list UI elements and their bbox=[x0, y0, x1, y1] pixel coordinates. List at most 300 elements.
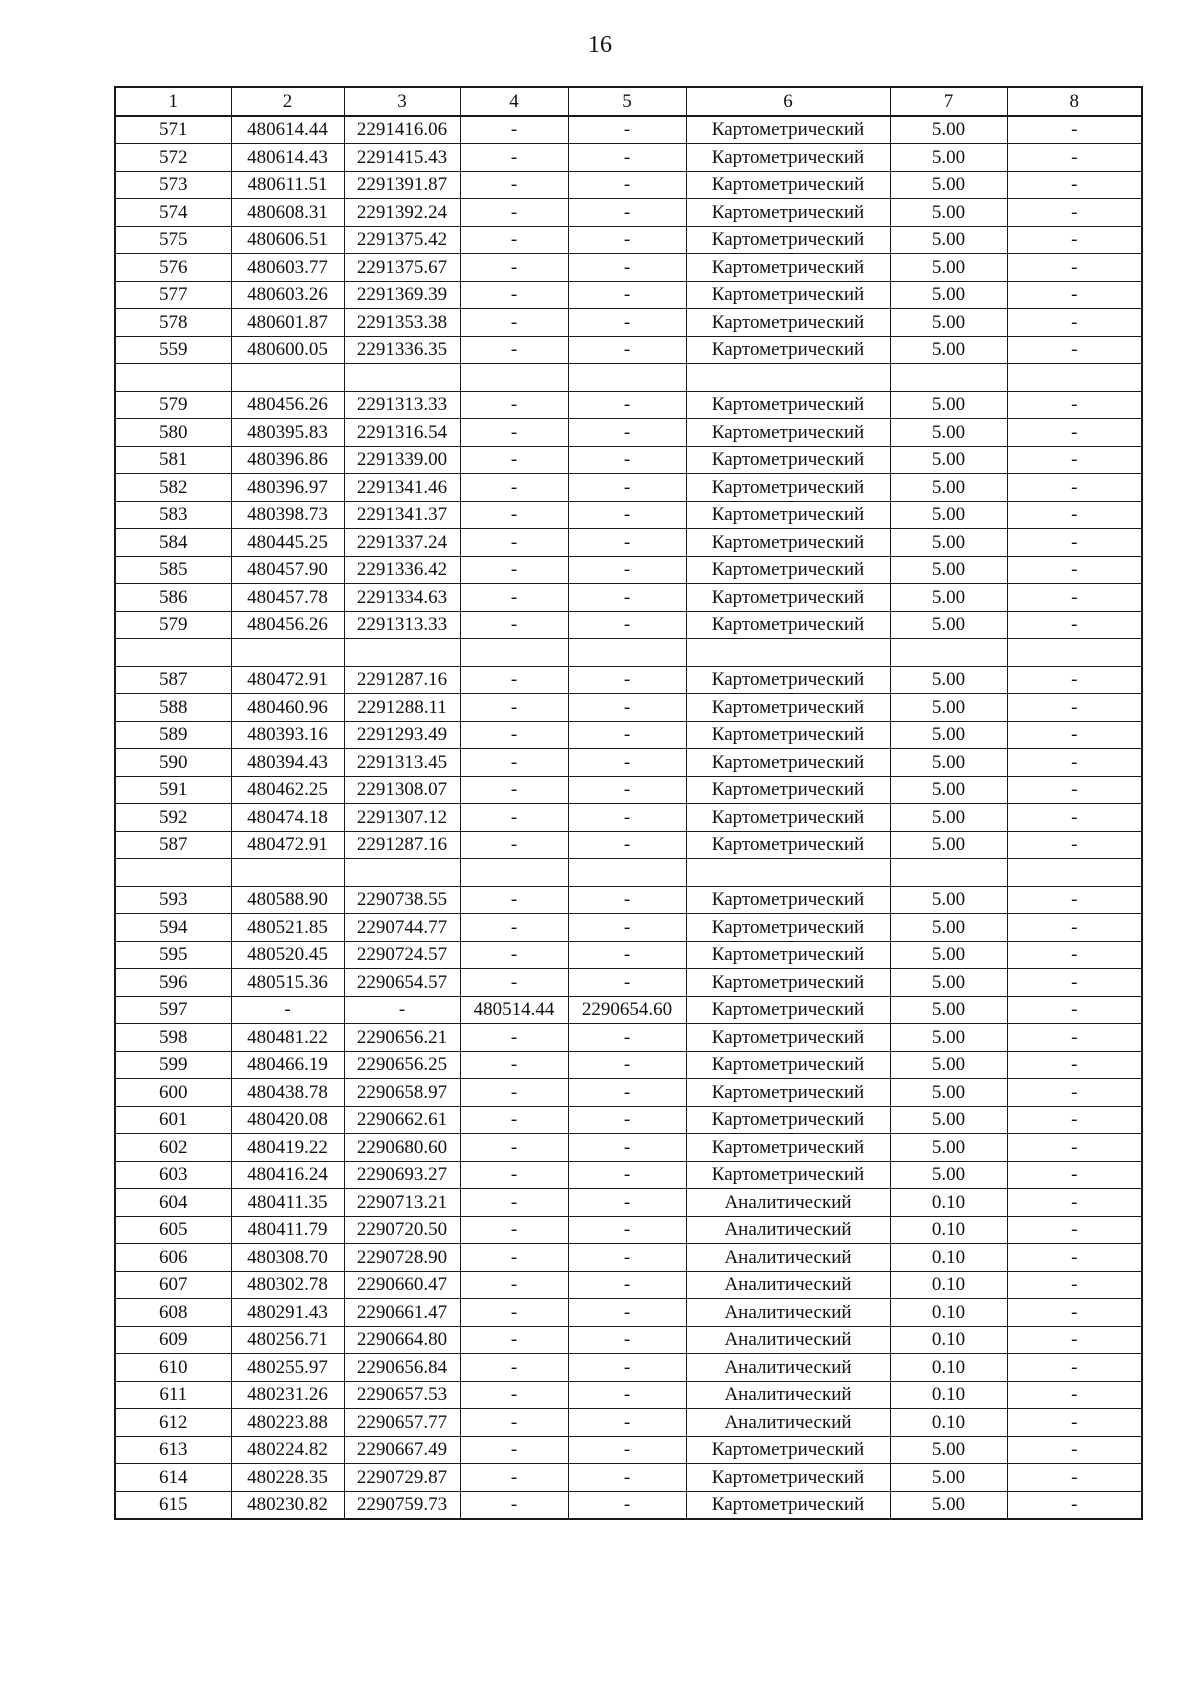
y-new-coordinate: - bbox=[568, 941, 686, 969]
y-coordinate: 2290660.47 bbox=[344, 1271, 460, 1299]
y-new-coordinate: - bbox=[568, 1244, 686, 1272]
x-coordinate: 480472.91 bbox=[231, 666, 344, 694]
point-number bbox=[115, 639, 231, 667]
x-new-coordinate: - bbox=[460, 886, 568, 914]
x-new-coordinate: - bbox=[460, 1216, 568, 1244]
note-cell: - bbox=[1007, 1271, 1142, 1299]
x-new-coordinate: - bbox=[460, 446, 568, 474]
method-cell: Аналитический bbox=[686, 1409, 890, 1437]
method-cell: Картометрический bbox=[686, 776, 890, 804]
y-new-coordinate: - bbox=[568, 831, 686, 859]
point-number: 588 bbox=[115, 694, 231, 722]
table-row bbox=[115, 1326, 1142, 1354]
x-coordinate: 480462.25 bbox=[231, 776, 344, 804]
method-cell: Картометрический bbox=[686, 254, 890, 282]
note-cell: - bbox=[1007, 199, 1142, 227]
y-new-coordinate: - bbox=[568, 1436, 686, 1464]
point-number: 577 bbox=[115, 281, 231, 309]
x-coordinate: 480224.82 bbox=[231, 1436, 344, 1464]
point-number: 583 bbox=[115, 501, 231, 529]
accuracy-cell: 5.00 bbox=[890, 1024, 1007, 1052]
accuracy-cell: 5.00 bbox=[890, 254, 1007, 282]
y-new-coordinate: - bbox=[568, 446, 686, 474]
method-cell: Картометрический bbox=[686, 336, 890, 364]
y-new-coordinate: - bbox=[568, 1024, 686, 1052]
note-cell bbox=[1007, 364, 1142, 392]
accuracy-cell: 0.10 bbox=[890, 1326, 1007, 1354]
table-row bbox=[115, 969, 1142, 997]
x-new-coordinate bbox=[460, 639, 568, 667]
x-coordinate: 480411.35 bbox=[231, 1189, 344, 1217]
y-coordinate: 2290657.77 bbox=[344, 1409, 460, 1437]
note-cell: - bbox=[1007, 144, 1142, 172]
y-new-coordinate: - bbox=[568, 1299, 686, 1327]
y-coordinate: 2291369.39 bbox=[344, 281, 460, 309]
x-new-coordinate: - bbox=[460, 1051, 568, 1079]
note-cell: - bbox=[1007, 831, 1142, 859]
table-row bbox=[115, 1491, 1142, 1519]
coordinates-table bbox=[114, 86, 1143, 1520]
point-number: 582 bbox=[115, 474, 231, 502]
x-new-coordinate: - bbox=[460, 831, 568, 859]
method-cell: Аналитический bbox=[686, 1189, 890, 1217]
accuracy-cell: 5.00 bbox=[890, 1079, 1007, 1107]
table-row bbox=[115, 1464, 1142, 1492]
accuracy-cell: 5.00 bbox=[890, 336, 1007, 364]
x-coordinate: - bbox=[231, 996, 344, 1024]
y-new-coordinate: - bbox=[568, 1161, 686, 1189]
note-cell: - bbox=[1007, 1244, 1142, 1272]
x-coordinate: 480416.24 bbox=[231, 1161, 344, 1189]
x-coordinate: 480603.26 bbox=[231, 281, 344, 309]
method-cell: Аналитический bbox=[686, 1216, 890, 1244]
table-row bbox=[115, 941, 1142, 969]
table-row bbox=[115, 666, 1142, 694]
note-cell: - bbox=[1007, 116, 1142, 144]
x-coordinate: 480255.97 bbox=[231, 1354, 344, 1382]
y-coordinate: 2291287.16 bbox=[344, 831, 460, 859]
point-number: 573 bbox=[115, 171, 231, 199]
note-cell: - bbox=[1007, 1299, 1142, 1327]
accuracy-cell: 5.00 bbox=[890, 721, 1007, 749]
x-new-coordinate: - bbox=[460, 474, 568, 502]
point-number bbox=[115, 859, 231, 887]
note-cell: - bbox=[1007, 1051, 1142, 1079]
x-coordinate: 480445.25 bbox=[231, 529, 344, 557]
x-coordinate: 480438.78 bbox=[231, 1079, 344, 1107]
x-coordinate: 480223.88 bbox=[231, 1409, 344, 1437]
x-new-coordinate: - bbox=[460, 1079, 568, 1107]
x-coordinate: 480466.19 bbox=[231, 1051, 344, 1079]
y-coordinate: 2291375.42 bbox=[344, 226, 460, 254]
y-coordinate: 2290720.50 bbox=[344, 1216, 460, 1244]
y-coordinate: - bbox=[344, 996, 460, 1024]
x-new-coordinate: - bbox=[460, 226, 568, 254]
y-new-coordinate: - bbox=[568, 1134, 686, 1162]
y-coordinate bbox=[344, 859, 460, 887]
point-number: 579 bbox=[115, 391, 231, 419]
accuracy-cell bbox=[890, 639, 1007, 667]
accuracy-cell: 5.00 bbox=[890, 694, 1007, 722]
table-row bbox=[115, 1051, 1142, 1079]
note-cell: - bbox=[1007, 501, 1142, 529]
x-coordinate: 480606.51 bbox=[231, 226, 344, 254]
point-number: 581 bbox=[115, 446, 231, 474]
y-new-coordinate: - bbox=[568, 1326, 686, 1354]
method-cell: Картометрический bbox=[686, 309, 890, 337]
x-new-coordinate bbox=[460, 364, 568, 392]
x-new-coordinate: - bbox=[460, 584, 568, 612]
point-number: 592 bbox=[115, 804, 231, 832]
method-cell: Картометрический bbox=[686, 1464, 890, 1492]
accuracy-cell: 5.00 bbox=[890, 171, 1007, 199]
method-cell: Картометрический bbox=[686, 391, 890, 419]
x-new-coordinate: - bbox=[460, 1436, 568, 1464]
note-cell bbox=[1007, 859, 1142, 887]
y-coordinate: 2290680.60 bbox=[344, 1134, 460, 1162]
x-new-coordinate: 480514.44 bbox=[460, 996, 568, 1024]
point-number: 605 bbox=[115, 1216, 231, 1244]
y-coordinate: 2291337.24 bbox=[344, 529, 460, 557]
x-new-coordinate: - bbox=[460, 281, 568, 309]
accuracy-cell: 0.10 bbox=[890, 1299, 1007, 1327]
y-coordinate: 2291341.37 bbox=[344, 501, 460, 529]
method-cell: Картометрический bbox=[686, 529, 890, 557]
y-new-coordinate: - bbox=[568, 474, 686, 502]
note-cell: - bbox=[1007, 1381, 1142, 1409]
x-new-coordinate: - bbox=[460, 666, 568, 694]
point-number: 578 bbox=[115, 309, 231, 337]
method-cell: Картометрический bbox=[686, 446, 890, 474]
note-cell: - bbox=[1007, 171, 1142, 199]
y-coordinate: 2290738.55 bbox=[344, 886, 460, 914]
y-coordinate: 2291313.33 bbox=[344, 391, 460, 419]
x-new-coordinate: - bbox=[460, 419, 568, 447]
method-cell: Картометрический bbox=[686, 1024, 890, 1052]
y-new-coordinate: - bbox=[568, 1381, 686, 1409]
method-cell: Аналитический bbox=[686, 1244, 890, 1272]
note-cell: - bbox=[1007, 721, 1142, 749]
y-coordinate: 2290657.53 bbox=[344, 1381, 460, 1409]
point-number: 614 bbox=[115, 1464, 231, 1492]
accuracy-cell: 5.00 bbox=[890, 666, 1007, 694]
method-cell: Картометрический bbox=[686, 501, 890, 529]
table-row bbox=[115, 336, 1142, 364]
point-number: 613 bbox=[115, 1436, 231, 1464]
x-coordinate: 480398.73 bbox=[231, 501, 344, 529]
method-cell: Картометрический bbox=[686, 721, 890, 749]
accuracy-cell: 5.00 bbox=[890, 1106, 1007, 1134]
point-number: 602 bbox=[115, 1134, 231, 1162]
y-new-coordinate: - bbox=[568, 1271, 686, 1299]
table-row bbox=[115, 1381, 1142, 1409]
x-new-coordinate: - bbox=[460, 391, 568, 419]
table-row bbox=[115, 914, 1142, 942]
y-new-coordinate: - bbox=[568, 1216, 686, 1244]
y-new-coordinate: 2290654.60 bbox=[568, 996, 686, 1024]
y-coordinate: 2291313.45 bbox=[344, 749, 460, 777]
y-coordinate: 2291293.49 bbox=[344, 721, 460, 749]
y-coordinate: 2290661.47 bbox=[344, 1299, 460, 1327]
point-number: 608 bbox=[115, 1299, 231, 1327]
accuracy-cell: 0.10 bbox=[890, 1216, 1007, 1244]
table-row bbox=[115, 419, 1142, 447]
accuracy-cell: 5.00 bbox=[890, 474, 1007, 502]
note-cell: - bbox=[1007, 1436, 1142, 1464]
y-new-coordinate: - bbox=[568, 1354, 686, 1382]
note-cell: - bbox=[1007, 1409, 1142, 1437]
table-row bbox=[115, 254, 1142, 282]
x-coordinate: 480515.36 bbox=[231, 969, 344, 997]
y-coordinate: 2290658.97 bbox=[344, 1079, 460, 1107]
y-new-coordinate: - bbox=[568, 529, 686, 557]
note-cell: - bbox=[1007, 996, 1142, 1024]
method-cell: Картометрический bbox=[686, 831, 890, 859]
table-row bbox=[115, 804, 1142, 832]
accuracy-cell: 0.10 bbox=[890, 1244, 1007, 1272]
y-coordinate: 2290664.80 bbox=[344, 1326, 460, 1354]
method-cell: Картометрический bbox=[686, 1079, 890, 1107]
table-row bbox=[115, 1354, 1142, 1382]
y-coordinate: 2291353.38 bbox=[344, 309, 460, 337]
accuracy-cell: 5.00 bbox=[890, 116, 1007, 144]
y-coordinate: 2290656.84 bbox=[344, 1354, 460, 1382]
table-row bbox=[115, 639, 1142, 667]
point-number: 599 bbox=[115, 1051, 231, 1079]
x-coordinate: 480608.31 bbox=[231, 199, 344, 227]
y-new-coordinate: - bbox=[568, 1051, 686, 1079]
accuracy-cell: 0.10 bbox=[890, 1271, 1007, 1299]
x-coordinate: 480460.96 bbox=[231, 694, 344, 722]
accuracy-cell bbox=[890, 364, 1007, 392]
note-cell: - bbox=[1007, 391, 1142, 419]
column-header-8: 8 bbox=[1007, 87, 1142, 116]
y-new-coordinate: - bbox=[568, 226, 686, 254]
x-coordinate: 480600.05 bbox=[231, 336, 344, 364]
x-coordinate: 480520.45 bbox=[231, 941, 344, 969]
point-number: 598 bbox=[115, 1024, 231, 1052]
table-row bbox=[115, 694, 1142, 722]
accuracy-cell: 0.10 bbox=[890, 1189, 1007, 1217]
accuracy-cell: 5.00 bbox=[890, 144, 1007, 172]
x-new-coordinate: - bbox=[460, 611, 568, 639]
method-cell bbox=[686, 639, 890, 667]
y-new-coordinate: - bbox=[568, 419, 686, 447]
y-coordinate: 2290729.87 bbox=[344, 1464, 460, 1492]
y-coordinate: 2291287.16 bbox=[344, 666, 460, 694]
note-cell: - bbox=[1007, 1464, 1142, 1492]
x-coordinate: 480614.43 bbox=[231, 144, 344, 172]
note-cell: - bbox=[1007, 914, 1142, 942]
x-new-coordinate: - bbox=[460, 1491, 568, 1519]
y-new-coordinate: - bbox=[568, 1189, 686, 1217]
x-coordinate: 480420.08 bbox=[231, 1106, 344, 1134]
note-cell: - bbox=[1007, 529, 1142, 557]
y-new-coordinate: - bbox=[568, 776, 686, 804]
note-cell: - bbox=[1007, 941, 1142, 969]
method-cell: Аналитический bbox=[686, 1354, 890, 1382]
accuracy-cell: 5.00 bbox=[890, 501, 1007, 529]
y-coordinate: 2291341.46 bbox=[344, 474, 460, 502]
x-coordinate: 480588.90 bbox=[231, 886, 344, 914]
y-coordinate: 2290713.21 bbox=[344, 1189, 460, 1217]
note-cell: - bbox=[1007, 969, 1142, 997]
table-row bbox=[115, 721, 1142, 749]
x-coordinate: 480614.44 bbox=[231, 116, 344, 144]
accuracy-cell: 5.00 bbox=[890, 584, 1007, 612]
note-cell: - bbox=[1007, 1024, 1142, 1052]
method-cell: Картометрический bbox=[686, 611, 890, 639]
column-header-3: 3 bbox=[344, 87, 460, 116]
y-new-coordinate: - bbox=[568, 199, 686, 227]
accuracy-cell: 5.00 bbox=[890, 199, 1007, 227]
table-row bbox=[115, 886, 1142, 914]
y-coordinate: 2291313.33 bbox=[344, 611, 460, 639]
table-row bbox=[115, 364, 1142, 392]
accuracy-cell: 5.00 bbox=[890, 914, 1007, 942]
x-new-coordinate: - bbox=[460, 776, 568, 804]
y-coordinate: 2290744.77 bbox=[344, 914, 460, 942]
point-number: 610 bbox=[115, 1354, 231, 1382]
table-row bbox=[115, 281, 1142, 309]
y-new-coordinate bbox=[568, 859, 686, 887]
y-new-coordinate: - bbox=[568, 584, 686, 612]
method-cell: Картометрический bbox=[686, 281, 890, 309]
method-cell: Картометрический bbox=[686, 749, 890, 777]
method-cell: Аналитический bbox=[686, 1271, 890, 1299]
point-number: 574 bbox=[115, 199, 231, 227]
table-row bbox=[115, 1134, 1142, 1162]
accuracy-cell: 5.00 bbox=[890, 996, 1007, 1024]
y-new-coordinate: - bbox=[568, 611, 686, 639]
x-coordinate: 480456.26 bbox=[231, 391, 344, 419]
method-cell: Картометрический bbox=[686, 144, 890, 172]
column-header-5: 5 bbox=[568, 87, 686, 116]
accuracy-cell bbox=[890, 859, 1007, 887]
note-cell: - bbox=[1007, 309, 1142, 337]
y-new-coordinate bbox=[568, 364, 686, 392]
y-coordinate: 2290656.21 bbox=[344, 1024, 460, 1052]
table-row bbox=[115, 1079, 1142, 1107]
accuracy-cell: 5.00 bbox=[890, 1134, 1007, 1162]
point-number: 591 bbox=[115, 776, 231, 804]
x-new-coordinate: - bbox=[460, 1409, 568, 1437]
x-coordinate: 480611.51 bbox=[231, 171, 344, 199]
x-coordinate: 480396.86 bbox=[231, 446, 344, 474]
y-coordinate: 2290693.27 bbox=[344, 1161, 460, 1189]
accuracy-cell: 0.10 bbox=[890, 1409, 1007, 1437]
note-cell: - bbox=[1007, 1106, 1142, 1134]
note-cell: - bbox=[1007, 254, 1142, 282]
point-number: 595 bbox=[115, 941, 231, 969]
table-row bbox=[115, 1436, 1142, 1464]
method-cell: Картометрический bbox=[686, 584, 890, 612]
point-number: 580 bbox=[115, 419, 231, 447]
table-row bbox=[115, 831, 1142, 859]
point-number: 589 bbox=[115, 721, 231, 749]
y-coordinate: 2290656.25 bbox=[344, 1051, 460, 1079]
note-cell: - bbox=[1007, 694, 1142, 722]
method-cell: Картометрический bbox=[686, 199, 890, 227]
accuracy-cell: 5.00 bbox=[890, 886, 1007, 914]
table-body bbox=[115, 116, 1142, 1520]
x-new-coordinate: - bbox=[460, 749, 568, 777]
y-coordinate: 2290667.49 bbox=[344, 1436, 460, 1464]
point-number: 596 bbox=[115, 969, 231, 997]
x-coordinate: 480456.26 bbox=[231, 611, 344, 639]
point-number: 579 bbox=[115, 611, 231, 639]
y-new-coordinate: - bbox=[568, 886, 686, 914]
point-number: 559 bbox=[115, 336, 231, 364]
y-new-coordinate: - bbox=[568, 309, 686, 337]
x-coordinate: 480395.83 bbox=[231, 419, 344, 447]
table-row bbox=[115, 749, 1142, 777]
accuracy-cell: 5.00 bbox=[890, 226, 1007, 254]
x-new-coordinate: - bbox=[460, 199, 568, 227]
y-coordinate: 2291307.12 bbox=[344, 804, 460, 832]
note-cell: - bbox=[1007, 666, 1142, 694]
point-number: 586 bbox=[115, 584, 231, 612]
y-new-coordinate: - bbox=[568, 391, 686, 419]
accuracy-cell: 5.00 bbox=[890, 529, 1007, 557]
method-cell: Картометрический bbox=[686, 666, 890, 694]
note-cell: - bbox=[1007, 336, 1142, 364]
method-cell: Картометрический bbox=[686, 1491, 890, 1519]
column-header-4: 4 bbox=[460, 87, 568, 116]
table-row bbox=[115, 1271, 1142, 1299]
y-coordinate: 2290654.57 bbox=[344, 969, 460, 997]
point-number: 604 bbox=[115, 1189, 231, 1217]
table-row bbox=[115, 996, 1142, 1024]
x-new-coordinate: - bbox=[460, 1464, 568, 1492]
y-coordinate: 2291316.54 bbox=[344, 419, 460, 447]
table-row bbox=[115, 1409, 1142, 1437]
y-coordinate: 2291375.67 bbox=[344, 254, 460, 282]
point-number: 611 bbox=[115, 1381, 231, 1409]
y-coordinate: 2291339.00 bbox=[344, 446, 460, 474]
x-new-coordinate: - bbox=[460, 1106, 568, 1134]
x-new-coordinate: - bbox=[460, 556, 568, 584]
x-new-coordinate: - bbox=[460, 116, 568, 144]
x-new-coordinate: - bbox=[460, 1271, 568, 1299]
point-number: 606 bbox=[115, 1244, 231, 1272]
x-new-coordinate: - bbox=[460, 144, 568, 172]
table-row bbox=[115, 144, 1142, 172]
y-coordinate bbox=[344, 639, 460, 667]
accuracy-cell: 5.00 bbox=[890, 611, 1007, 639]
method-cell: Картометрический bbox=[686, 1106, 890, 1134]
note-cell: - bbox=[1007, 1354, 1142, 1382]
x-coordinate: 480457.90 bbox=[231, 556, 344, 584]
y-new-coordinate: - bbox=[568, 281, 686, 309]
note-cell: - bbox=[1007, 886, 1142, 914]
method-cell: Картометрический bbox=[686, 116, 890, 144]
y-new-coordinate: - bbox=[568, 1409, 686, 1437]
accuracy-cell: 5.00 bbox=[890, 391, 1007, 419]
y-coordinate: 2291334.63 bbox=[344, 584, 460, 612]
y-new-coordinate: - bbox=[568, 666, 686, 694]
method-cell bbox=[686, 859, 890, 887]
table-row bbox=[115, 1216, 1142, 1244]
table-row bbox=[115, 1106, 1142, 1134]
method-cell: Картометрический bbox=[686, 996, 890, 1024]
accuracy-cell: 5.00 bbox=[890, 309, 1007, 337]
table-row bbox=[115, 1024, 1142, 1052]
table-row bbox=[115, 391, 1142, 419]
accuracy-cell: 5.00 bbox=[890, 941, 1007, 969]
point-number: 601 bbox=[115, 1106, 231, 1134]
note-cell: - bbox=[1007, 1134, 1142, 1162]
